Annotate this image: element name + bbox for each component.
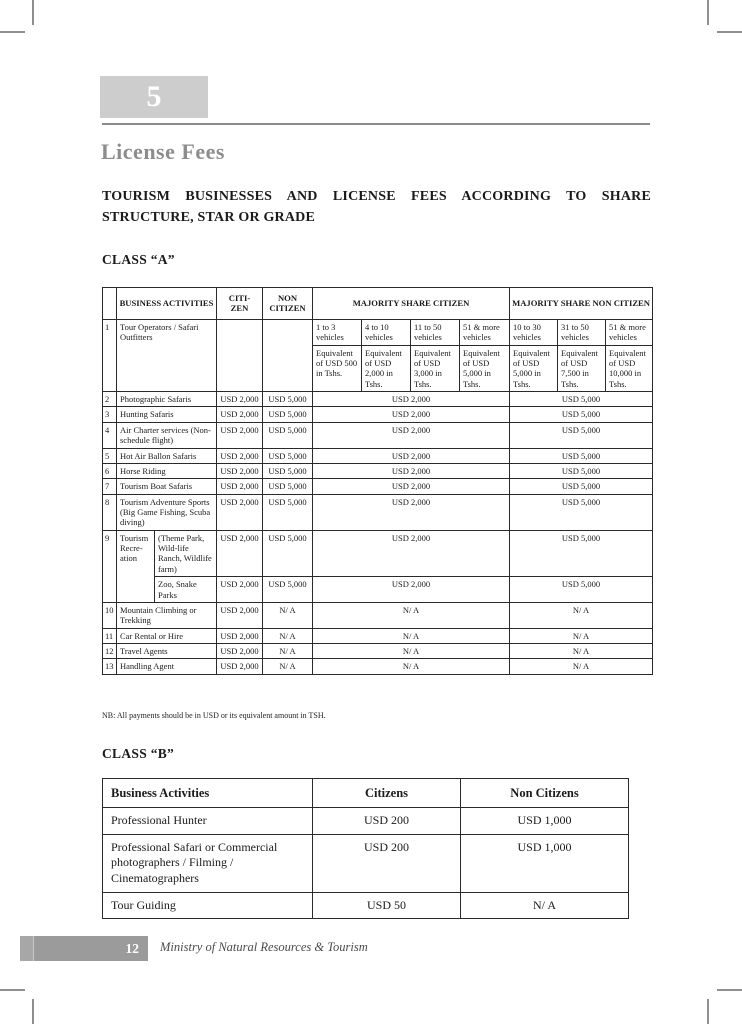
- cell-activity-group: Tourism Recre-ation: [117, 530, 155, 602]
- cell-non-citizen-fee: [263, 319, 313, 391]
- cell-non-citizen-fee: N/ A: [263, 628, 313, 643]
- row-number: 6: [103, 463, 117, 478]
- cell-citizen-fee: USD 2,000: [217, 407, 263, 422]
- row-number: 1: [103, 319, 117, 391]
- cell-majority-non-citizen-fee: USD 5,000: [510, 407, 653, 422]
- cell-activity: Hunting Safaris: [117, 407, 217, 422]
- cell-equivalent-fee: Equivalent of USD 7,500 in Tshs.: [558, 345, 606, 391]
- cell-majority-citizen-fee: USD 2,000: [313, 407, 510, 422]
- cell-majority-citizen-fee: USD 2,000: [313, 392, 510, 407]
- cell-citizen-fee: USD 2,000: [217, 463, 263, 478]
- row-number: 2: [103, 392, 117, 407]
- table-row: [103, 808, 629, 835]
- column-header-business-activities: Business Activities: [103, 779, 313, 808]
- section-heading: TOURISM BUSINESSES AND LICENSE FEES ACCORDING TO SHARE STRUCTURE, STAR OR GRADE: [102, 189, 651, 225]
- crop-mark-bottom-right-vertical: [707, 999, 709, 1024]
- cell-activity: Hot Air Ballon Safaris: [117, 448, 217, 463]
- table-row: [103, 463, 653, 478]
- cell-equivalent-fee: Equivalent of USD 10,000 in Tshs.: [606, 345, 653, 391]
- cell-activity: Tourism Adventure Sports (Big Game Fishing, Scuba diving): [117, 494, 217, 530]
- cell-citizen-fee: USD 2,000: [217, 448, 263, 463]
- cell-equivalent-fee: Equivalent of USD 5,000 in Tshs.: [510, 345, 558, 391]
- cell-vehicle-range: 1 to 3 vehicles: [313, 319, 362, 345]
- row-number: 11: [103, 628, 117, 643]
- cell-activity: Air Charter services (Non-schedule flight): [117, 422, 217, 448]
- cell-activity: Photographic Safaris: [117, 392, 217, 407]
- cell-majority-non-citizen-fee: USD 5,000: [510, 577, 653, 603]
- cell-majority-non-citizen-fee: USD 5,000: [510, 448, 653, 463]
- table-row-9b: [103, 577, 653, 603]
- table-row-9a: [103, 530, 653, 576]
- cell-citizen-fee: USD 2,000: [217, 659, 263, 674]
- cell-majority-citizen-fee: USD 2,000: [313, 422, 510, 448]
- table-row: [103, 479, 653, 494]
- cell-non-citizen-fee: N/ A: [263, 602, 313, 628]
- cell-majority-non-citizen-fee: N/ A: [510, 659, 653, 674]
- chapter-number-box: [100, 76, 208, 118]
- chapter-number: 5: [146, 80, 162, 113]
- class-b-table: [102, 778, 629, 919]
- cell-activity: Travel Agents: [117, 643, 217, 658]
- table-row: [103, 448, 653, 463]
- crop-mark-bottom-left-horizontal: [0, 989, 25, 991]
- cell-majority-citizen-fee: USD 2,000: [313, 577, 510, 603]
- cell-majority-citizen-fee: USD 2,000: [313, 448, 510, 463]
- row-number: 4: [103, 422, 117, 448]
- cell-non-citizen-fee: N/ A: [263, 643, 313, 658]
- cell-citizen-fee: USD 2,000: [217, 577, 263, 603]
- page-title: License Fees: [101, 139, 225, 164]
- cell-activity: Tour Guiding: [103, 892, 313, 919]
- footer-bar-cap: [20, 936, 34, 961]
- cell-citizen-fee: USD 2,000: [217, 392, 263, 407]
- row-number: 5: [103, 448, 117, 463]
- cell-non-citizens-fee: USD 1,000: [461, 808, 629, 835]
- cell-majority-non-citizen-fee: USD 5,000: [510, 422, 653, 448]
- cell-activity: Mountain Climbing or Trekking: [117, 602, 217, 628]
- cell-citizen-fee: USD 2,000: [217, 422, 263, 448]
- table-row: [103, 628, 653, 643]
- cell-activity: Professional Safari or Commercial photographers / Filming / Cinematographers: [103, 834, 313, 892]
- cell-non-citizen-fee: USD 5,000: [263, 577, 313, 603]
- footer-page-bar: [20, 936, 148, 961]
- cell-activity-sub: Zoo, Snake Parks: [155, 577, 217, 603]
- cell-non-citizen-fee: USD 5,000: [263, 448, 313, 463]
- table-row-1-vehicles: [103, 319, 653, 345]
- column-header-citizen: CITI- ZEN: [217, 288, 263, 320]
- table-note: NB: All payments should be in USD or its equivalent amount in TSH.: [102, 711, 326, 720]
- cell-vehicle-range: 11 to 50 vehicles: [411, 319, 460, 345]
- row-number: 12: [103, 643, 117, 658]
- cell-non-citizen-fee: USD 5,000: [263, 422, 313, 448]
- table-row: [103, 407, 653, 422]
- column-header-majority-share-non-citizen: MAJORITY SHARE NON CITIZEN: [510, 288, 653, 320]
- cell-non-citizen-fee: USD 5,000: [263, 479, 313, 494]
- cell-majority-citizen-fee: USD 2,000: [313, 479, 510, 494]
- crop-mark-top-right-vertical: [707, 0, 709, 25]
- cell-vehicle-range: 4 to 10 vehicles: [362, 319, 411, 345]
- table-row: [103, 494, 653, 530]
- cell-non-citizen-fee: USD 5,000: [263, 463, 313, 478]
- column-header-business-activities: BUSINESS ACTIVITIES: [117, 288, 217, 320]
- cell-activity: Professional Hunter: [103, 808, 313, 835]
- column-header-non-citizen: NON CITIZEN: [263, 288, 313, 320]
- cell-majority-non-citizen-fee: USD 5,000: [510, 392, 653, 407]
- cell-citizens-fee: USD 200: [313, 834, 461, 892]
- cell-majority-citizen-fee: USD 2,000: [313, 463, 510, 478]
- cell-citizen-fee: USD 2,000: [217, 479, 263, 494]
- cell-citizen-fee: [217, 319, 263, 391]
- table-row: [103, 602, 653, 628]
- cell-citizens-fee: USD 50: [313, 892, 461, 919]
- cell-non-citizen-fee: USD 5,000: [263, 494, 313, 530]
- footer-ministry-text: Ministry of Natural Resources & Tourism: [160, 940, 368, 954]
- cell-vehicle-range: 51 & more vehicles: [460, 319, 510, 345]
- cell-equivalent-fee: Equivalent of USD 2,000 in Tshs.: [362, 345, 411, 391]
- page-number: 12: [125, 940, 139, 956]
- table-row: [103, 892, 629, 919]
- cell-majority-non-citizen-fee: USD 5,000: [510, 530, 653, 576]
- cell-majority-non-citizen-fee: N/ A: [510, 628, 653, 643]
- cell-vehicle-range: 10 to 30 vehicles: [510, 319, 558, 345]
- row-number: 8: [103, 494, 117, 530]
- class-b-header-row: [103, 779, 629, 808]
- cell-citizen-fee: USD 2,000: [217, 494, 263, 530]
- cell-activity: Tour Operators / Safari Outfitters: [117, 319, 217, 391]
- cell-majority-non-citizen-fee: N/ A: [510, 643, 653, 658]
- row-number: 7: [103, 479, 117, 494]
- column-header-citizens: Citizens: [313, 779, 461, 808]
- cell-equivalent-fee: Equivalent of USD 5,000 in Tshs.: [460, 345, 510, 391]
- table-row: [103, 643, 653, 658]
- cell-majority-citizen-fee: N/ A: [313, 643, 510, 658]
- cell-activity: Horse Riding: [117, 463, 217, 478]
- row-number: 3: [103, 407, 117, 422]
- cell-equivalent-fee: Equivalent of USD 3,000 in Tshs.: [411, 345, 460, 391]
- cell-non-citizen-fee: N/ A: [263, 659, 313, 674]
- class-a-table: [102, 287, 653, 675]
- cell-majority-non-citizen-fee: USD 5,000: [510, 479, 653, 494]
- crop-mark-bottom-left-vertical: [32, 999, 34, 1024]
- row-number: 10: [103, 602, 117, 628]
- cell-equivalent-fee: Equivalent of USD 500 in Tshs.: [313, 345, 362, 391]
- table-row: [103, 392, 653, 407]
- cell-vehicle-range: 31 to 50 vehicles: [558, 319, 606, 345]
- cell-non-citizens-fee: N/ A: [461, 892, 629, 919]
- table-row: [103, 659, 653, 674]
- column-header-non-citizens: Non Citizens: [461, 779, 629, 808]
- crop-mark-top-left-vertical: [32, 0, 34, 25]
- cell-activity: Handling Agent: [117, 659, 217, 674]
- cell-vehicle-range: 51 & more vehicles: [606, 319, 653, 345]
- cell-citizens-fee: USD 200: [313, 808, 461, 835]
- cell-majority-citizen-fee: N/ A: [313, 659, 510, 674]
- crop-mark-top-right-horizontal: [717, 31, 742, 33]
- header-rule: [102, 123, 650, 125]
- crop-mark-top-left-horizontal: [0, 31, 25, 33]
- cell-citizen-fee: USD 2,000: [217, 602, 263, 628]
- cell-non-citizen-fee: USD 5,000: [263, 530, 313, 576]
- table-row: [103, 834, 629, 892]
- row-number: 13: [103, 659, 117, 674]
- cell-majority-citizen-fee: USD 2,000: [313, 530, 510, 576]
- cell-majority-non-citizen-fee: N/ A: [510, 602, 653, 628]
- cell-activity-sub: (Theme Park, Wild-life Ranch, Wildlife farm): [155, 530, 217, 576]
- cell-non-citizen-fee: USD 5,000: [263, 392, 313, 407]
- class-a-heading: CLASS “A”: [102, 252, 175, 267]
- cell-non-citizen-fee: USD 5,000: [263, 407, 313, 422]
- cell-majority-non-citizen-fee: USD 5,000: [510, 463, 653, 478]
- crop-mark-bottom-right-horizontal: [717, 989, 742, 991]
- cell-majority-citizen-fee: USD 2,000: [313, 494, 510, 530]
- column-header-majority-share-citizen: MAJORITY SHARE CITIZEN: [313, 288, 510, 320]
- cell-citizen-fee: USD 2,000: [217, 643, 263, 658]
- cell-majority-citizen-fee: N/ A: [313, 628, 510, 643]
- row-number: 9: [103, 530, 117, 602]
- class-a-header-row: [103, 288, 653, 320]
- column-header-empty: [103, 288, 117, 320]
- cell-citizen-fee: USD 2,000: [217, 530, 263, 576]
- cell-citizen-fee: USD 2,000: [217, 628, 263, 643]
- table-row: [103, 422, 653, 448]
- cell-activity: Tourism Boat Safaris: [117, 479, 217, 494]
- cell-activity: Car Rental or Hire: [117, 628, 217, 643]
- cell-non-citizens-fee: USD 1,000: [461, 834, 629, 892]
- class-b-heading: CLASS “B”: [102, 746, 175, 761]
- cell-majority-citizen-fee: N/ A: [313, 602, 510, 628]
- cell-majority-non-citizen-fee: USD 5,000: [510, 494, 653, 530]
